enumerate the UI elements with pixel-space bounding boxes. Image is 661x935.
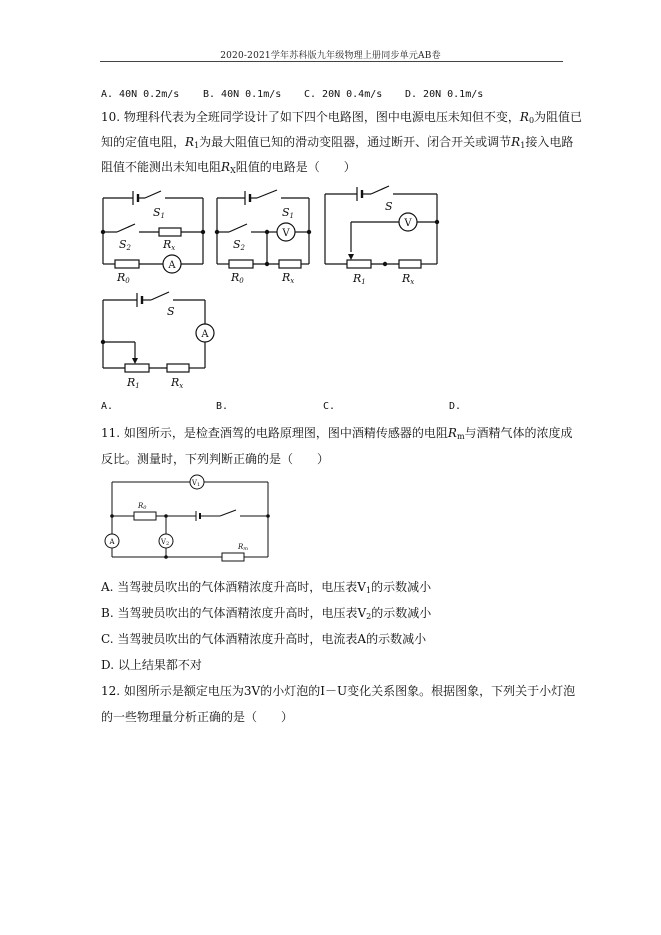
circuit-c [325, 186, 437, 268]
q10-choice-d: D. [449, 401, 462, 412]
q11-line-2: 反比。测量时，下列判断正确的是（ ） [101, 452, 330, 466]
header-divider [100, 61, 563, 62]
svg-text:S1: S1 [153, 206, 166, 220]
q12-line-2: 的一些物理量分析正确的是（ ） [101, 710, 294, 724]
circuit-a [103, 191, 203, 273]
q12-line-1: 12. 如图所示是额定电压为3V的小灯泡的I－U变化关系图象。根据图象，下列关于小灯泡 [101, 684, 576, 698]
q10-circuit-diagrams [95, 182, 445, 392]
svg-text:V2: V2 [160, 538, 170, 547]
svg-text:Rx: Rx [163, 238, 176, 252]
q11-option-b: B. 当驾驶员吹出的气体酒精浓度升高时，电压表$V_2$的示数减小 [101, 606, 432, 621]
q10-line-1: 10. 物理科代表为全班同学设计了如下四个电路图，图中电源电压未知但不变，$R_0$为阻值已 [101, 110, 583, 125]
svg-text:Rx: Rx [171, 376, 184, 390]
svg-text:R0: R0 [138, 502, 147, 511]
svg-text:V: V [404, 218, 412, 229]
svg-text:A: A [109, 538, 115, 546]
svg-text:R0: R0 [231, 271, 244, 285]
svg-text:S: S [385, 200, 393, 213]
svg-text:A: A [201, 329, 209, 340]
q10-choice-c: C. [323, 401, 336, 412]
svg-text:S2: S2 [119, 238, 132, 252]
svg-text:Rx: Rx [282, 271, 295, 285]
svg-text:V1: V1 [191, 479, 201, 488]
svg-text:R1: R1 [127, 376, 140, 390]
q11-option-d: D. 以上结果都不对 [101, 658, 202, 672]
q10-line-2: 知的定值电阻，$R_1$为最大阻值已知的滑动变阻器，通过断开、闭合开关或调节$R_1$接入电路 [101, 135, 574, 150]
q10-choice-b: B. [216, 401, 229, 412]
svg-text:A: A [168, 260, 176, 271]
q9-option-c: C. 20N 0.4m/s [304, 89, 383, 100]
q11-circuit-diagram [100, 470, 275, 565]
q10-choice-a: A. [101, 401, 114, 412]
svg-text:R0: R0 [117, 271, 130, 285]
page-header-title: 2020-2021学年苏科版九年级物理上册同步单元AB卷 [220, 51, 441, 61]
circuit-b [217, 190, 309, 268]
svg-text:V: V [282, 228, 290, 239]
svg-text:S1: S1 [282, 206, 295, 220]
svg-text:S: S [167, 305, 175, 318]
svg-text:S2: S2 [233, 238, 246, 252]
q11-option-c: C. 当驾驶员吹出的气体酒精浓度升高时，电流表A的示数减小 [101, 632, 427, 646]
q9-option-a: A. 40N 0.2m/s [101, 89, 180, 100]
svg-text:Rm: Rm [238, 543, 249, 552]
q9-option-d: D. 20N 0.1m/s [405, 89, 484, 100]
circuit-d [103, 292, 214, 372]
q11-option-a: A. 当驾驶员吹出的气体酒精浓度升高时，电压表$V_1$的示数减小 [101, 580, 432, 595]
svg-text:R1: R1 [353, 272, 366, 286]
q11-line-1: 11. 如图所示，是检查酒驾的电路原理图，图中酒精传感器的电阻$R_m$与酒精气体的浓度成 [101, 426, 573, 441]
svg-text:Rx: Rx [402, 272, 415, 286]
q10-line-3: 阻值不能测出未知电阻$R_X$阻值的电路是（ ） [101, 160, 356, 175]
q9-option-b: B. 40N 0.1m/s [203, 89, 282, 100]
